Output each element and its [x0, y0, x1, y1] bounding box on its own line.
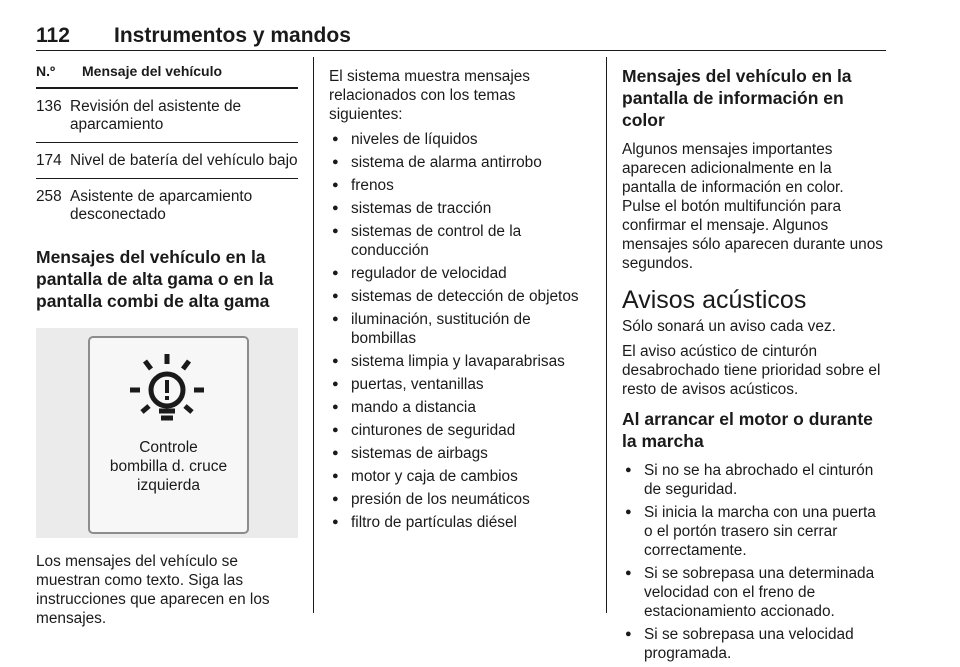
bulb-warning-icon — [122, 352, 212, 424]
table-cell-message: Asistente de aparcamiento desconectado — [70, 188, 253, 223]
table-row — [36, 179, 298, 232]
list-item: ● presión de los neumáticos — [329, 490, 591, 509]
list-item: ● sistemas de airbags — [329, 444, 591, 463]
table-header — [36, 57, 298, 89]
list-item: ● puertas, ventanillas — [329, 375, 591, 394]
list-item: ● iluminación, sustitución de bombillas — [329, 310, 591, 348]
table-cell-number: 136 — [36, 98, 62, 115]
instrument-display — [88, 336, 249, 534]
display-line: bombilla d. cruce — [109, 458, 228, 475]
table-header-number: N.º — [36, 63, 56, 79]
page-number: 112 — [36, 24, 70, 47]
section-heading: Al arrancar el motor o durante la marcha — [622, 409, 873, 451]
column-3 — [622, 57, 886, 667]
list-item: ● Si se sobrepasa una determinada velocidad con el freno de estacionamiento accionado. — [622, 564, 886, 621]
list-item: ● regulador de velocidad — [329, 264, 591, 283]
list-item: ● Si inicia la marcha con una puerta o el portón trasero sin cerrar correctamente. — [622, 503, 886, 560]
section-heading: Mensajes del vehículo en la pantalla de información en color — [622, 66, 852, 130]
list-item: ● sistemas de tracción — [329, 199, 591, 218]
warning-list — [622, 461, 886, 663]
section-heading: Mensajes del vehículo en la pantalla de alta gama o en la pantalla combi de alta gama — [36, 247, 274, 311]
list-item: ● filtro de partículas diésel — [329, 513, 591, 532]
list-item: ● sistema limpia y lavaparabrisas — [329, 352, 591, 371]
display-line: Controle — [139, 439, 198, 456]
paragraph: Sólo sonará un aviso cada vez. — [622, 318, 836, 335]
list-item: ● sistemas de control de la conducción — [329, 222, 591, 260]
list-item: ● Si se sobrepasa una velocidad programada. — [622, 625, 886, 663]
table-cell-message: Nivel de batería del vehículo bajo — [70, 152, 298, 169]
list-item: ● mando a distancia — [329, 398, 591, 417]
column-divider — [606, 57, 607, 613]
paragraph: El sistema muestra mensajes relacionados con los temas siguientes: — [329, 68, 531, 123]
list-item: ● motor y caja de cambios — [329, 467, 591, 486]
header-rule — [36, 50, 886, 51]
list-item: ● Si no se ha abrochado el cinturón de seguridad. — [622, 461, 886, 499]
section-heading-large: Avisos acústicos — [622, 286, 807, 314]
list-item: ● sistema de alarma antirrobo — [329, 153, 591, 172]
table-row — [36, 89, 298, 143]
column-divider — [313, 57, 314, 613]
paragraph: Algunos mensajes importantes aparecen adicionalmente en la pantalla de información en color. Pulse el botón multifunción para confirmar el mensaje. Algunos mensajes sólo aparecen durante unos segundos. — [622, 141, 883, 272]
list-item: ● frenos — [329, 176, 591, 195]
list-item: ● sistemas de detección de objetos — [329, 287, 591, 306]
table-row — [36, 143, 298, 179]
display-illustration — [36, 328, 298, 538]
display-line: izquierda — [137, 477, 200, 494]
paragraph: El aviso acústico de cinturón desabrochado tiene prioridad sobre el resto de avisos acústicos. — [622, 343, 881, 398]
table-cell-number: 174 — [36, 152, 62, 169]
display-message — [90, 438, 247, 495]
paragraph: Los mensajes del vehículo se muestran como texto. Siga las instrucciones que aparecen en los mensajes. — [36, 553, 270, 627]
list-item: ● cinturones de seguridad — [329, 421, 591, 440]
page-header — [36, 24, 886, 50]
column-2 — [329, 57, 591, 536]
column-1 — [36, 57, 298, 628]
table-header-message: Mensaje del vehículo — [82, 63, 223, 79]
running-title: Instrumentos y mandos — [114, 24, 351, 47]
topic-list — [329, 130, 591, 532]
table-cell-number: 258 — [36, 188, 62, 205]
list-item: ● niveles de líquidos — [329, 130, 591, 149]
table-cell-message: Revisión del asistente de aparcamiento — [70, 98, 242, 133]
